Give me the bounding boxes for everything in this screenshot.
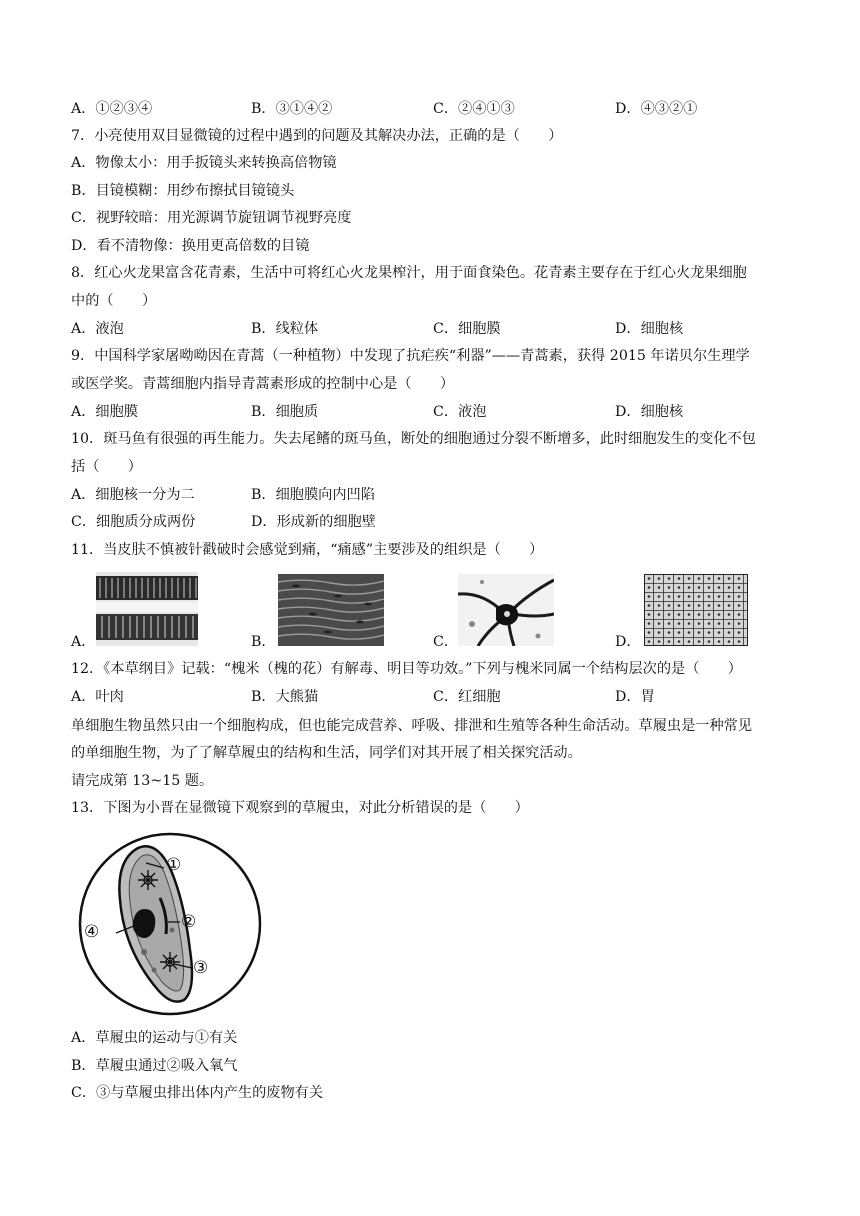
q6-option-d: D．④③②① xyxy=(615,101,698,117)
q8-option-b: B．线粒体 xyxy=(251,321,319,337)
q10-option-d: D．形成新的细胞壁 xyxy=(251,514,376,530)
connective-tissue-image xyxy=(644,574,748,646)
passage-line3: 请完成第 13~15 题。 xyxy=(71,773,214,789)
q10-stem-line1: 10．斑马鱼有很强的再生能力。失去尾鳍的斑马鱼，断处的细胞通过分裂不断增多，此时细胞发生的变化不包 xyxy=(71,431,756,447)
q8-stem-line2: 中的（ ） xyxy=(71,293,157,309)
q8-option-d: D．细胞核 xyxy=(615,321,684,337)
q9-option-b: B．细胞质 xyxy=(251,404,319,420)
label-1: ① xyxy=(166,855,182,875)
q11-stem: 11．当皮肤不慎被针戳破时会感觉到痛，“痛感”主要涉及的组织是（ ） xyxy=(71,542,544,558)
q10-option-a: A．细胞核一分为二 xyxy=(71,487,195,503)
nerve-tissue-image xyxy=(458,574,554,646)
q7-option-b: B．目镜模糊：用纱布擦拭目镜镜头 xyxy=(71,183,295,199)
muscle-tissue-image xyxy=(278,574,384,646)
q12-option-d: D．胃 xyxy=(615,689,655,705)
q9-option-c: C．液泡 xyxy=(433,404,487,420)
passage-line1: 单细胞生物虽然只由一个细胞构成，但也能完成营养、呼吸、排泄和生殖等各种生命活动。草履虫是一种常见 xyxy=(71,718,753,734)
q13-stem: 13．下图为小晋在显微镜下观察到的草履虫，对此分析错误的是（ ） xyxy=(71,800,529,816)
q11-option-d: D． xyxy=(615,634,641,650)
label-3: ③ xyxy=(193,958,209,978)
q13-option-c: C．③与草履虫排出体内产生的废物有关 xyxy=(71,1085,324,1101)
q7-stem: 7．小亮使用双目显微镜的过程中遇到的问题及其解决办法，正确的是（ ） xyxy=(71,128,563,144)
q9-stem-line2: 或医学奖。青蒿细胞内指导青蒿素形成的控制中心是（ ） xyxy=(71,376,455,392)
passage-line2: 的单细胞生物，为了了解草履虫的结构和生活，同学们对其开展了相关探究活动。 xyxy=(71,745,582,761)
q8-option-c: C．细胞膜 xyxy=(433,321,501,337)
label-4: ④ xyxy=(84,922,100,942)
paramecium-diagram xyxy=(72,830,272,1022)
q8-stem-line1: 8．红心火龙果富含花青素，生活中可将红心火龙果榨汁，用于面食染色。花青素主要存在于红心火龙果细胞 xyxy=(71,265,747,281)
q11-option-b: B． xyxy=(251,634,276,650)
q10-stem-line2: 括（ ） xyxy=(71,459,142,475)
epithelial-tissue-image xyxy=(96,572,198,646)
q13-option-a: A．草履虫的运动与①有关 xyxy=(71,1030,238,1046)
q11-option-a: A． xyxy=(71,634,96,650)
label-2: ② xyxy=(181,912,197,932)
q8-option-a: A．液泡 xyxy=(71,321,124,337)
q7-option-c: C．视野较暗：用光源调节旋钮调节视野亮度 xyxy=(71,210,352,226)
q13-option-b: B．草履虫通过②吸入氧气 xyxy=(71,1058,238,1074)
q9-stem-line1: 9．中国科学家屠呦呦因在青蒿（一种植物）中发现了抗疟疾“利器”——青蒿素，获得 2015 年诺贝尔生理学 xyxy=(71,348,750,364)
q12-stem: 12．《本草纲目》记载：“槐米（槐的花）有解毒、明目等功效。”下列与槐米同属一个结构层次的是（ ） xyxy=(71,661,742,677)
q7-option-d: D．看不清物像：换用更高倍数的目镜 xyxy=(71,238,310,254)
q6-option-b: B．③①④② xyxy=(251,101,333,117)
q6-option-c: C．②④①③ xyxy=(433,101,515,117)
q10-option-c: C．细胞质分成两份 xyxy=(71,514,196,530)
q12-option-c: C．红细胞 xyxy=(433,689,501,705)
q11-option-c: C． xyxy=(433,634,459,650)
q6-option-a: A．①②③④ xyxy=(71,101,153,117)
q7-option-a: A．物像太小：用手扳镜头来转换高倍物镜 xyxy=(71,155,337,171)
q12-option-a: A．叶肉 xyxy=(71,689,124,705)
q10-option-b: B．细胞膜向内凹陷 xyxy=(251,487,375,503)
q9-option-a: A．细胞膜 xyxy=(71,404,138,420)
q12-option-b: B．大熊猫 xyxy=(251,689,319,705)
q9-option-d: D．细胞核 xyxy=(615,404,684,420)
